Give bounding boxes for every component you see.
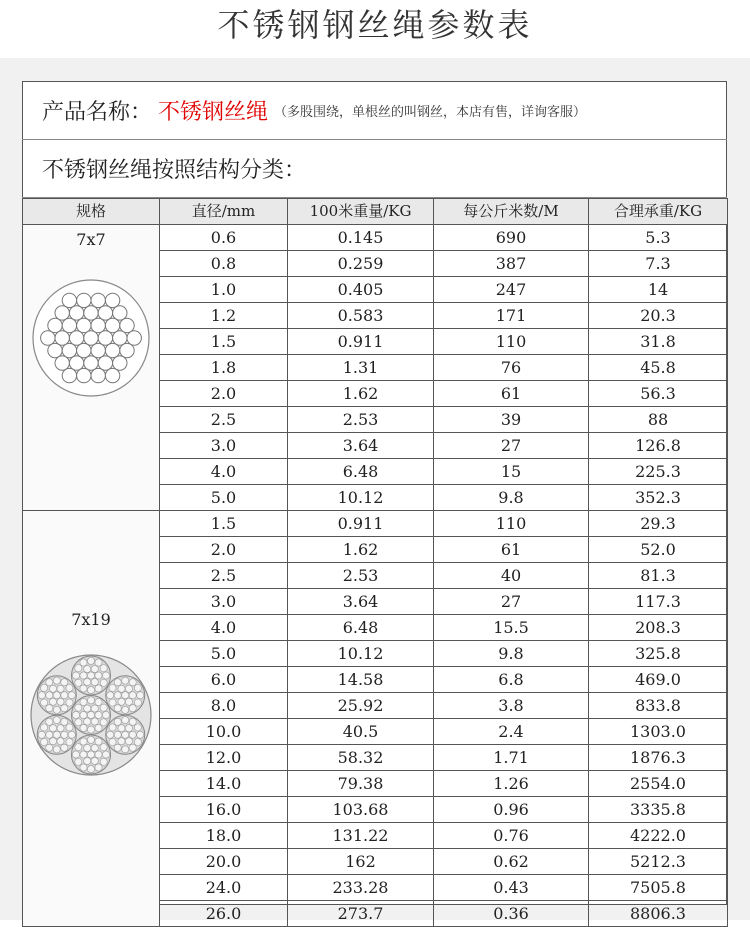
load-cell: 8806.3 [589, 901, 728, 927]
load-cell: 469.0 [589, 667, 728, 693]
header-load: 合理承重/KG [589, 199, 728, 225]
diameter-cell: 3.0 [160, 589, 288, 615]
meters-per-kg-cell: 27 [434, 589, 589, 615]
load-cell: 29.3 [589, 511, 728, 537]
diameter-cell: 2.0 [160, 381, 288, 407]
meters-per-kg-cell: 3.8 [434, 693, 589, 719]
diameter-cell: 4.0 [160, 615, 288, 641]
wire-rope-7x7-cross-section-icon [30, 277, 152, 406]
meters-per-kg-cell: 27 [434, 433, 589, 459]
meters-per-kg-cell: 387 [434, 251, 589, 277]
spec-name: 7x7 [76, 230, 106, 249]
weight-cell: 1.62 [288, 381, 434, 407]
load-cell: 117.3 [589, 589, 728, 615]
spec-cell-7x7 [23, 225, 160, 511]
weight-cell: 6.48 [288, 459, 434, 485]
classification-title: 不锈钢丝绳按照结构分类： [42, 158, 307, 183]
load-cell: 20.3 [589, 303, 728, 329]
table-body [23, 225, 728, 927]
load-cell: 325.8 [589, 641, 728, 667]
header-diameter: 直径/mm [160, 199, 288, 225]
diameter-cell: 24.0 [160, 875, 288, 901]
diameter-cell: 16.0 [160, 797, 288, 823]
load-cell: 225.3 [589, 459, 728, 485]
meters-per-kg-cell: 110 [434, 511, 589, 537]
meters-per-kg-cell: 0.96 [434, 797, 589, 823]
load-cell: 2554.0 [589, 771, 728, 797]
meters-per-kg-cell: 40 [434, 563, 589, 589]
spec-table [22, 198, 728, 927]
product-note: （多股围绕，单根丝的叫钢丝，本店有售，详询客服） [274, 104, 587, 120]
load-cell: 352.3 [589, 485, 728, 511]
load-cell: 1876.3 [589, 745, 728, 771]
diameter-cell: 2.5 [160, 407, 288, 433]
diameter-cell: 10.0 [160, 719, 288, 745]
meters-per-kg-cell: 1.26 [434, 771, 589, 797]
product-name-row [22, 81, 727, 140]
load-cell: 1303.0 [589, 719, 728, 745]
load-cell: 56.3 [589, 381, 728, 407]
load-cell: 3335.8 [589, 797, 728, 823]
load-cell: 126.8 [589, 433, 728, 459]
weight-cell: 79.38 [288, 771, 434, 797]
meters-per-kg-cell: 0.76 [434, 823, 589, 849]
table-row [23, 225, 728, 251]
diameter-cell: 1.5 [160, 511, 288, 537]
diameter-cell: 1.0 [160, 277, 288, 303]
load-cell: 81.3 [589, 563, 728, 589]
diameter-cell: 18.0 [160, 823, 288, 849]
weight-cell: 2.53 [288, 407, 434, 433]
load-cell: 88 [589, 407, 728, 433]
header-weight: 100米重量/KG [288, 199, 434, 225]
diameter-cell: 4.0 [160, 459, 288, 485]
load-cell: 14 [589, 277, 728, 303]
weight-cell: 25.92 [288, 693, 434, 719]
weight-cell: 1.62 [288, 537, 434, 563]
page-title: 不锈钢钢丝绳参数表 [217, 6, 533, 44]
diameter-cell: 8.0 [160, 693, 288, 719]
load-cell: 208.3 [589, 615, 728, 641]
wire-rope-7x19-cross-section-icon [29, 653, 153, 784]
meters-per-kg-cell: 76 [434, 355, 589, 381]
diameter-cell: 0.8 [160, 251, 288, 277]
meters-per-kg-cell: 15 [434, 459, 589, 485]
load-cell: 52.0 [589, 537, 728, 563]
weight-cell: 131.22 [288, 823, 434, 849]
meters-per-kg-cell: 690 [434, 225, 589, 251]
weight-cell: 0.405 [288, 277, 434, 303]
load-cell: 31.8 [589, 329, 728, 355]
meters-per-kg-cell: 15.5 [434, 615, 589, 641]
product-name-value: 不锈钢丝绳 [158, 99, 269, 125]
weight-cell: 0.911 [288, 511, 434, 537]
meters-per-kg-cell: 61 [434, 537, 589, 563]
meters-per-kg-cell: 0.43 [434, 875, 589, 901]
product-name-label: 产品名称： [42, 99, 153, 125]
weight-cell: 2.53 [288, 563, 434, 589]
weight-cell: 233.28 [288, 875, 434, 901]
weight-cell: 6.48 [288, 615, 434, 641]
weight-cell: 162 [288, 849, 434, 875]
diameter-cell: 0.6 [160, 225, 288, 251]
weight-cell: 3.64 [288, 433, 434, 459]
load-cell: 833.8 [589, 693, 728, 719]
weight-cell: 1.31 [288, 355, 434, 381]
classification-row [22, 140, 727, 198]
load-cell: 4222.0 [589, 823, 728, 849]
header-spec: 规格 [23, 199, 160, 225]
weight-cell: 0.145 [288, 225, 434, 251]
diameter-cell: 26.0 [160, 901, 288, 927]
meters-per-kg-cell: 0.36 [434, 901, 589, 927]
meters-per-kg-cell: 0.62 [434, 849, 589, 875]
table-header-row [23, 199, 728, 225]
load-cell: 45.8 [589, 355, 728, 381]
meters-per-kg-cell: 61 [434, 381, 589, 407]
header-meters-per-kg: 每公斤米数/M [434, 199, 589, 225]
diameter-cell: 5.0 [160, 641, 288, 667]
diameter-cell: 2.0 [160, 537, 288, 563]
load-cell: 5.3 [589, 225, 728, 251]
weight-cell: 3.64 [288, 589, 434, 615]
meters-per-kg-cell: 2.4 [434, 719, 589, 745]
load-cell: 7.3 [589, 251, 728, 277]
meters-per-kg-cell: 171 [434, 303, 589, 329]
diameter-cell: 14.0 [160, 771, 288, 797]
weight-cell: 10.12 [288, 485, 434, 511]
diameter-cell: 1.8 [160, 355, 288, 381]
meters-per-kg-cell: 6.8 [434, 667, 589, 693]
diameter-cell: 1.2 [160, 303, 288, 329]
meters-per-kg-cell: 9.8 [434, 641, 589, 667]
weight-cell: 273.7 [288, 901, 434, 927]
meters-per-kg-cell: 1.71 [434, 745, 589, 771]
diameter-cell: 5.0 [160, 485, 288, 511]
spec-cell-7x19 [23, 511, 160, 927]
weight-cell: 58.32 [288, 745, 434, 771]
diameter-cell: 2.5 [160, 563, 288, 589]
weight-cell: 0.911 [288, 329, 434, 355]
meters-per-kg-cell: 39 [434, 407, 589, 433]
meters-per-kg-cell: 247 [434, 277, 589, 303]
load-cell: 7505.8 [589, 875, 728, 901]
weight-cell: 14.58 [288, 667, 434, 693]
diameter-cell: 1.5 [160, 329, 288, 355]
diameter-cell: 6.0 [160, 667, 288, 693]
table-row [23, 511, 728, 537]
meters-per-kg-cell: 110 [434, 329, 589, 355]
weight-cell: 10.12 [288, 641, 434, 667]
diameter-cell: 20.0 [160, 849, 288, 875]
diameter-cell: 3.0 [160, 433, 288, 459]
weight-cell: 0.259 [288, 251, 434, 277]
spec-name: 7x19 [71, 610, 111, 629]
weight-cell: 103.68 [288, 797, 434, 823]
diameter-cell: 12.0 [160, 745, 288, 771]
meters-per-kg-cell: 9.8 [434, 485, 589, 511]
weight-cell: 40.5 [288, 719, 434, 745]
weight-cell: 0.583 [288, 303, 434, 329]
load-cell: 5212.3 [589, 849, 728, 875]
